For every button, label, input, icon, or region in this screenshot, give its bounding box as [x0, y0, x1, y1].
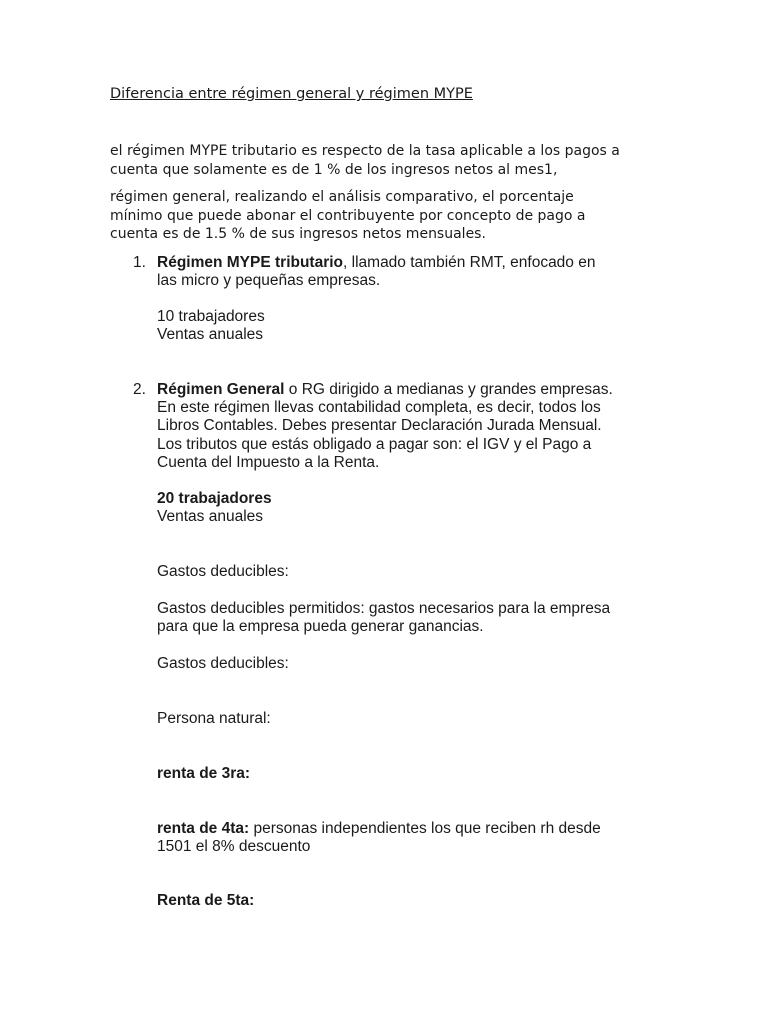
- list-item-general: [157, 381, 677, 472]
- text-line: Ventas anuales: [157, 508, 264, 526]
- renta-3ra: renta de 3ra:: [157, 765, 251, 782]
- gastos-permitidos: [157, 600, 677, 636]
- text-line: En este régimen llevas contabilidad completa, es decir, todos los: [157, 399, 601, 417]
- gastos-heading-2: Gastos deducibles:: [157, 655, 289, 672]
- text-line: 1501 el 8% descuento: [157, 838, 311, 856]
- text-line: Gastos deducibles permitidos: gastos necesarios para la empresa: [157, 600, 611, 617]
- renta-4ta-line: [157, 820, 677, 838]
- document-title: Diferencia entre régimen general y régimen MYPE: [110, 86, 473, 102]
- list-item-lead-rest: , llamado también RMT, enfocado en: [343, 254, 596, 271]
- text-line: las micro y pequeñas empresas.: [157, 272, 381, 290]
- list-item-lead-rest: o RG dirigido a medianas y grandes empresas.: [284, 381, 613, 398]
- text-line: Los tributos que estás obligado a pagar son: el IGV y el Pago a: [157, 435, 592, 453]
- list-item-lead: [157, 254, 677, 272]
- text-line: Ventas anuales: [157, 326, 264, 344]
- general-details: [157, 490, 677, 526]
- text-line: régimen general, realizando el análisis comparativo, el porcentaje: [110, 189, 574, 205]
- list-item-lead: [157, 381, 677, 399]
- text-line: el régimen MYPE tributario es respecto de la tasa aplicable a los pagos a: [110, 143, 620, 159]
- text-line: 20 trabajadores: [157, 490, 272, 507]
- renta-5ta: Renta de 5ta:: [157, 892, 255, 909]
- persona-natural: Persona natural:: [157, 710, 271, 727]
- text-line: para que la empresa pueda generar ganancias.: [157, 618, 484, 636]
- text-line: cuenta es de 1.5 % de sus ingresos netos mensuales.: [110, 226, 486, 242]
- list-item-bold-lead: Régimen MYPE tributario: [157, 254, 344, 271]
- gastos-heading-1: Gastos deducibles:: [157, 563, 289, 580]
- mype-details: [157, 308, 677, 344]
- text-line: cuenta que solamente es de 1 % de los ingresos netos al mes1,: [110, 161, 558, 178]
- list-number: 1.: [133, 254, 146, 271]
- renta-4ta-label: renta de 4ta:: [157, 820, 250, 837]
- list-item-bold-lead: Régimen General: [157, 381, 285, 398]
- text-line: mínimo que puede abonar el contribuyente por concepto de pago a: [110, 207, 586, 224]
- renta-4ta: [157, 820, 677, 856]
- text-line: Cuenta del Impuesto a la Renta.: [157, 453, 380, 471]
- renta-4ta-text: personas independientes los que reciben rh desde: [249, 820, 601, 837]
- list-item-mype: [157, 254, 677, 290]
- text-line: Libros Contables. Debes presentar Declaración Jurada Mensual.: [157, 417, 602, 435]
- text-line: 10 trabajadores: [157, 308, 265, 325]
- intro-paragraph-mype: [110, 142, 670, 179]
- list-number: 2.: [133, 381, 146, 398]
- intro-paragraph-general: [110, 188, 670, 244]
